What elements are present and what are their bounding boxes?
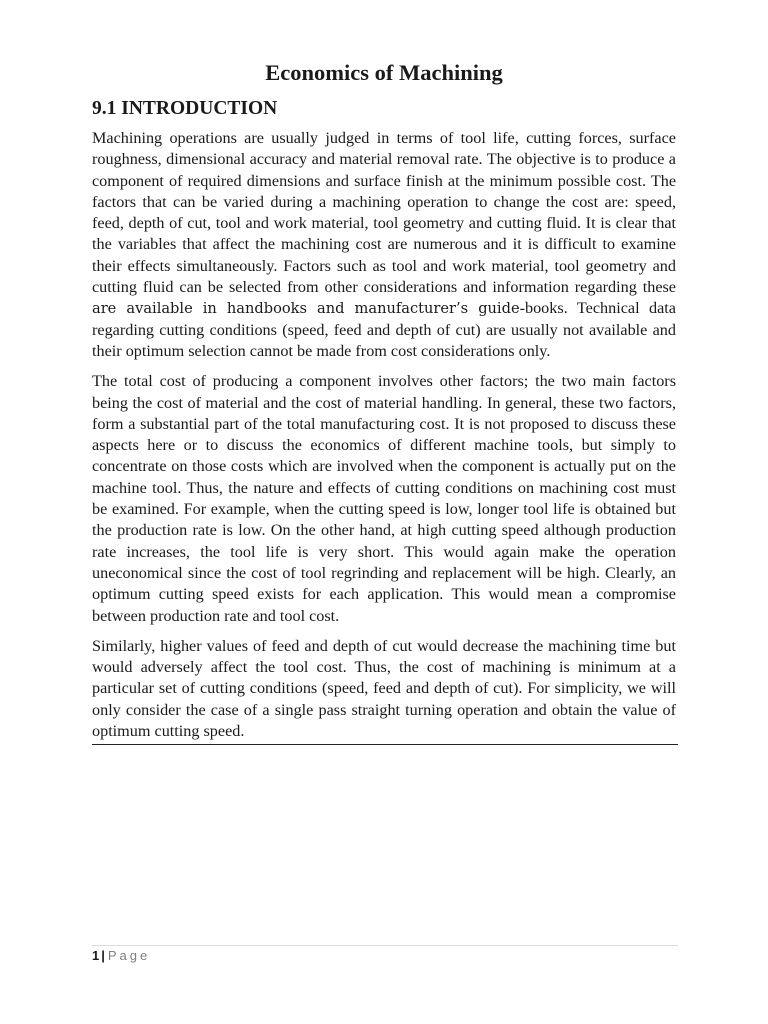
footer-rule — [92, 945, 678, 946]
paragraph-1-text-a: Machining operations are usually judged in terms of tool life, cutting forces, surface roughness, dimensional accuracy and material removal rate. The objective is to produce a component of required dimensions and surface finish at the minimum possible cost. The factors that can be varied during a machining operation to change the cost are: speed, feed, depth of cut, tool and work material, tool geometry and cutting fluid. It is clear that the variables that affect the machining cost are numerous and it is difficult to examine their effects simultaneously. Factors such as tool and work material, tool geometry and cutting fluid can be selected from other considerations and information regarding these — [92, 129, 676, 297]
page-footer — [92, 948, 150, 964]
page-label: Page — [107, 948, 151, 963]
paragraph-3: Similarly, higher values of feed and depth of cut would decrease the machining time but would adversely affect the tool cost. Thus, the cost of machining is minimum at a particular set of cutting conditions (speed, feed and depth of cut). For simplicity, we will only consider the case of a single pass straight turning operation and obtain the value of optimum cutting speed. — [92, 636, 676, 741]
page-separator: | — [101, 948, 105, 963]
section-end-rule — [92, 744, 678, 745]
paragraph-1-text-alt: are available in handbooks and manufacturer’s guide — [92, 300, 520, 318]
paragraph-1-text-b: -books. Technical data regarding cutting conditions (speed, feed and depth of cut) are usually not available and their optimum selection cannot be made from cost considerations only. — [92, 299, 676, 360]
document-title: Economics of Machining — [265, 60, 503, 85]
paragraph-2: The total cost of producing a component involves other factors; the two main factors being the cost of material and the cost of material handling. In general, these two factors, form a substantial part of the total manufacturing cost. It is not proposed to discuss these aspects here or to discuss the economics of different machine tools, but simply to concentrate on those costs which are involved when the component is actually put on the machine tool. Thus, the nature and effects of cutting conditions on machining cost must be examined. For example, when the cutting speed is low, longer tool life is obtained but the production rate is low. On the other hand, at high cutting speed although production rate increases, the tool life is very short. This would again make the operation uneconomical since the cost of tool regrinding and replacement will be high. Clearly, an optimum cutting speed exists for each application. This would mean a compromise between production rate and tool cost. — [92, 372, 676, 625]
document-page — [92, 58, 676, 745]
paragraph-1 — [92, 128, 676, 362]
section-heading: 9.1 INTRODUCTION — [92, 98, 278, 119]
page-number: 1 — [92, 948, 100, 963]
